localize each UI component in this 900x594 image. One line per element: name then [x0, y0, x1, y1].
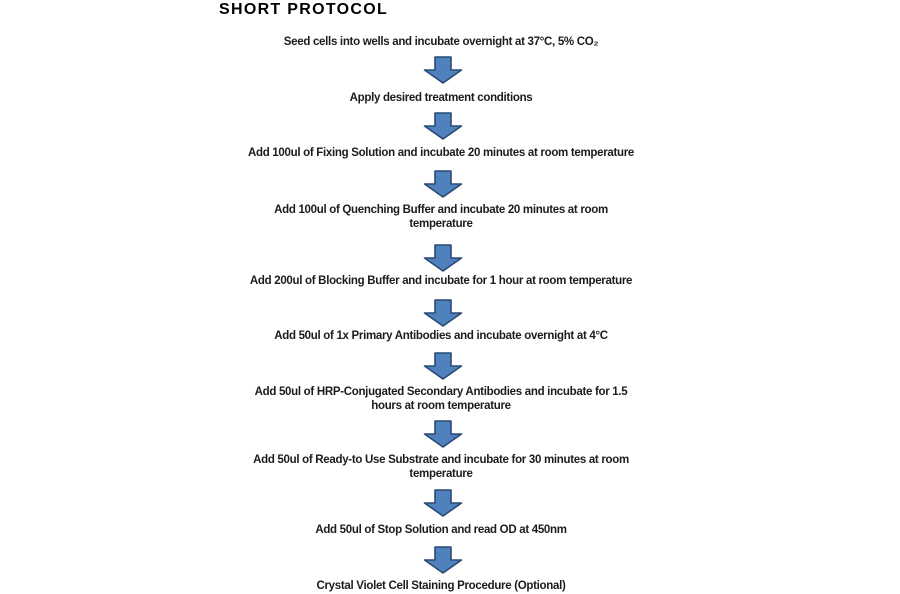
- step-text: Seed cells into wells and incubate overnight at 37°C, 5% CO₂: [283, 36, 599, 48]
- step-blocking-buffer: [250, 274, 632, 288]
- page-title: SHORT PROTOCOL: [219, 1, 389, 18]
- step-text: Add 50ul of Ready-to Use Substrate and incubate for 30 minutes at room: [253, 454, 629, 466]
- step-text: Add 100ul of Quenching Buffer and incubate 20 minutes at room: [274, 204, 608, 216]
- down-arrow-icon: [423, 112, 463, 140]
- step-secondary-antibodies: [255, 385, 628, 413]
- down-arrow-icon: [423, 352, 463, 380]
- step-crystal-violet: [317, 579, 566, 593]
- step-text: Add 200ul of Blocking Buffer and incubate for 1 hour at room temperature: [249, 275, 633, 287]
- down-arrow-icon: [423, 244, 463, 272]
- down-arrow-icon: [423, 420, 463, 448]
- step-quenching-buffer: [274, 203, 608, 231]
- down-arrow-shape: [425, 490, 462, 516]
- step-primary-antibodies: [274, 329, 608, 343]
- down-arrow-icon: [423, 56, 463, 84]
- down-arrow-shape: [425, 245, 462, 271]
- step-text: temperature: [409, 468, 473, 480]
- step-substrate: [253, 453, 629, 481]
- down-arrow-shape: [425, 300, 462, 326]
- step-text: hours at room temperature: [371, 400, 511, 412]
- step-stop-solution: [315, 523, 566, 537]
- down-arrow-shape: [425, 57, 462, 83]
- down-arrow-shape: [425, 113, 462, 139]
- step-text: Add 100ul of Fixing Solution and incubate 20 minutes at room temperature: [247, 147, 635, 159]
- step-fixing-solution: [248, 146, 634, 160]
- down-arrow-icon: [423, 546, 463, 574]
- step-seed-cells: [284, 35, 598, 49]
- down-arrow-icon: [423, 299, 463, 327]
- step-text: temperature: [409, 218, 473, 230]
- step-text: Add 50ul of 1x Primary Antibodies and incubate overnight at 4°C: [274, 330, 608, 342]
- step-apply-treatment: [350, 91, 533, 105]
- step-text: Add 50ul of Stop Solution and read OD at 450nm: [315, 524, 567, 536]
- down-arrow-icon: [423, 489, 463, 517]
- step-text: Add 50ul of HRP-Conjugated Secondary Antibodies and incubate for 1.5: [254, 386, 628, 398]
- down-arrow-shape: [425, 171, 462, 197]
- down-arrow-icon: [423, 170, 463, 198]
- down-arrow-shape: [425, 353, 462, 379]
- down-arrow-shape: [425, 547, 462, 573]
- step-text: Apply desired treatment conditions: [349, 92, 533, 104]
- down-arrow-shape: [425, 421, 462, 447]
- step-text: Crystal Violet Cell Staining Procedure (Optional): [316, 580, 566, 592]
